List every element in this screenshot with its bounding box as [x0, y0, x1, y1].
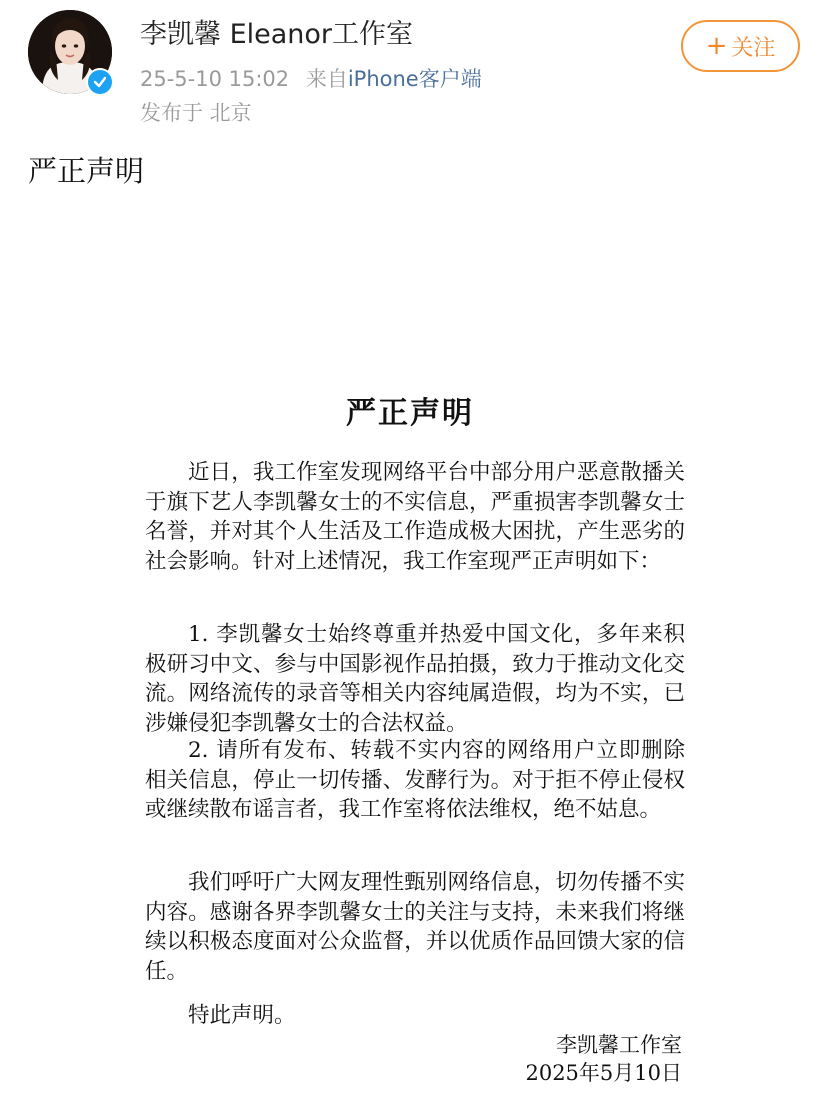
source-client-link[interactable]: iPhone客户端 — [347, 67, 482, 91]
post-timestamp: 25-5-10 15:02 — [140, 67, 290, 91]
statement-image[interactable] — [100, 380, 720, 1100]
statement-item-1: 1. 李凯馨女士始终尊重并热爱中国文化，多年来积极研习中文、参与中国影视作品拍摄，致力于推动文化交流。网络流传的录音等相关内容纯属造假，均为不实，已涉嫌侵犯李凯馨女士的合法权益。 — [145, 622, 685, 736]
statement-item-2: 2. 请所有发布、转载不实内容的网络用户立即删除相关信息，停止一切传播、发酵行为。对于拒不停止侵权或继续散布谣言者，我工作室将依法维权，绝不姑息。 — [145, 738, 685, 822]
avatar-container[interactable] — [28, 10, 112, 94]
statement-closing: 我们呼吁广大网友理性甄别网络信息，切勿传播不实内容。感谢各界李凯馨女士的关注与支持，未来我们将继续以积极态度面对公众监督，并以优质作品回馈大家的信任。 — [145, 870, 685, 984]
verified-badge-icon — [88, 70, 112, 94]
plus-icon: + — [705, 31, 728, 61]
post-location: 发布于 北京 — [140, 101, 252, 125]
source-prefix: 来自 — [305, 67, 348, 91]
post-text: 严正声明 — [28, 154, 145, 188]
statement-date: 2025年5月10日 — [525, 1061, 682, 1085]
verified-badge — [86, 68, 114, 96]
follow-button[interactable] — [681, 20, 800, 72]
post-meta — [140, 64, 482, 94]
username[interactable]: 李凯馨 Eleanor工作室 — [140, 19, 414, 50]
follow-label: 关注 — [731, 35, 776, 61]
statement-end: 特此声明。 — [188, 1003, 296, 1028]
statement-title: 严正声明 — [346, 396, 474, 431]
statement-signature: 李凯馨工作室 — [556, 1033, 682, 1057]
post-header — [0, 0, 827, 140]
statement-intro: 近日，我工作室发现网络平台中部分用户恶意散播关于旗下艺人李凯馨女士的不实信息，严重损害李凯馨女士名誉，并对其个人生活及工作造成极大困扰，产生恶劣的社会影响。针对上述情况，我工作室现严正声明如下： — [145, 460, 685, 574]
